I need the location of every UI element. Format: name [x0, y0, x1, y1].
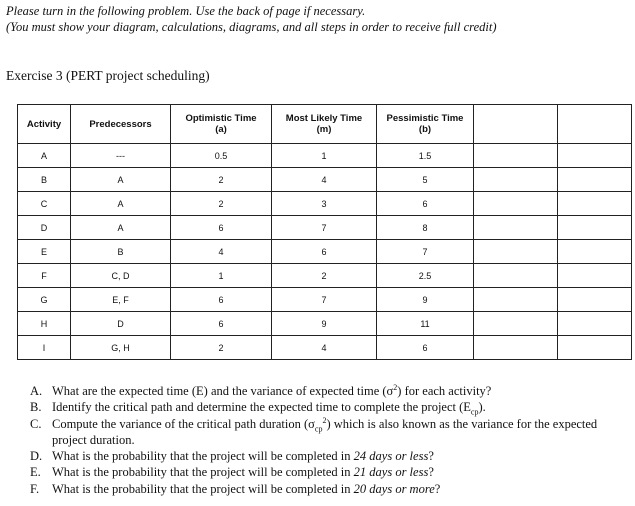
cell-pessimistic: 7 [377, 240, 474, 264]
cell-pessimistic: 6 [377, 336, 474, 360]
cell-most-likely: 1 [272, 144, 377, 168]
cell-optimistic: 2 [171, 336, 272, 360]
cell-blank [474, 144, 558, 168]
cell-activity: D [18, 216, 71, 240]
question-c: C. Compute the variance of the critical path duration $(\sigma_{cp}^2)$ which is also known as the variance for the expected project duration. [30, 415, 598, 447]
cell-most-likely: 4 [272, 168, 377, 192]
cell-blank [474, 288, 558, 312]
exercise-title: Exercise 3 (PERT project scheduling) [6, 68, 210, 83]
cell-most-likely: 7 [272, 288, 377, 312]
cell-predecessors: A [71, 192, 171, 216]
cell-predecessors: B [71, 240, 171, 264]
cell-blank [474, 336, 558, 360]
cell-blank [558, 168, 632, 192]
question-e: E. What is the probability that the project will be completed in 21 days or less? [30, 465, 434, 480]
header-activity: Activity [18, 105, 71, 144]
table-row [18, 312, 632, 336]
cell-blank [558, 312, 632, 336]
header-blank-2 [558, 105, 632, 144]
cell-most-likely: 3 [272, 192, 377, 216]
cell-optimistic: 2 [171, 168, 272, 192]
cell-predecessors: E, F [71, 288, 171, 312]
instruction-line-1: Please turn in the following problem. Use the back of page if necessary. [6, 4, 366, 18]
question-f: F. What is the probability that the project will be completed in 20 days or more? [30, 481, 441, 496]
cell-blank [558, 144, 632, 168]
cell-blank [558, 264, 632, 288]
cell-blank [474, 240, 558, 264]
cell-activity: I [18, 336, 71, 360]
cell-activity: H [18, 312, 71, 336]
question-b: B. Identify the critical path and determine the expected time to complete the project $(E_{cp})$. [30, 400, 486, 417]
cell-blank [558, 216, 632, 240]
table-row [18, 216, 632, 240]
cell-optimistic: 6 [171, 312, 272, 336]
cell-activity: E [18, 240, 71, 264]
cell-activity: B [18, 168, 71, 192]
cell-blank [558, 288, 632, 312]
table-row [18, 288, 632, 312]
cell-pessimistic: 11 [377, 312, 474, 336]
cell-pessimistic: 1.5 [377, 144, 474, 168]
question-d: D. What is the probability that the project will be completed in 24 days or less? [30, 449, 434, 464]
cell-predecessors: --- [71, 144, 171, 168]
cell-optimistic: 2 [171, 192, 272, 216]
table-row [18, 264, 632, 288]
question-a: A. What are the expected time (E) and the variance of expected time $(\sigma^2)$ for each activity? [30, 382, 492, 398]
header-pessimistic-time: Pessimistic Time (b) [377, 105, 474, 144]
cell-blank [558, 336, 632, 360]
pert-table [17, 104, 632, 360]
table-row [18, 336, 632, 360]
cell-pessimistic: 9 [377, 288, 474, 312]
cell-activity: F [18, 264, 71, 288]
table-row [18, 168, 632, 192]
instruction-line-2: (You must show your diagram, calculations, diagrams, and all steps in order to receive full credit) [6, 20, 497, 34]
cell-optimistic: 6 [171, 288, 272, 312]
cell-blank [558, 192, 632, 216]
cell-pessimistic: 5 [377, 168, 474, 192]
cell-blank [474, 312, 558, 336]
cell-predecessors: G, H [71, 336, 171, 360]
cell-predecessors: C, D [71, 264, 171, 288]
header-predecessors: Predecessors [71, 105, 171, 144]
cell-blank [474, 192, 558, 216]
cell-most-likely: 6 [272, 240, 377, 264]
cell-predecessors: D [71, 312, 171, 336]
cell-optimistic: 1 [171, 264, 272, 288]
cell-blank [558, 240, 632, 264]
header-optimistic-time: Optimistic Time (a) [171, 105, 272, 144]
table-body [18, 144, 632, 360]
cell-pessimistic: 2.5 [377, 264, 474, 288]
cell-most-likely: 2 [272, 264, 377, 288]
header-most-likely-time: Most Likely Time (m) [272, 105, 377, 144]
cell-most-likely: 4 [272, 336, 377, 360]
cell-blank [474, 264, 558, 288]
header-blank-1 [474, 105, 558, 144]
cell-activity: A [18, 144, 71, 168]
cell-activity: C [18, 192, 71, 216]
cell-optimistic: 4 [171, 240, 272, 264]
cell-activity: G [18, 288, 71, 312]
cell-pessimistic: 8 [377, 216, 474, 240]
cell-predecessors: A [71, 216, 171, 240]
table-row [18, 240, 632, 264]
cell-optimistic: 6 [171, 216, 272, 240]
cell-blank [474, 216, 558, 240]
cell-blank [474, 168, 558, 192]
cell-predecessors: A [71, 168, 171, 192]
cell-most-likely: 7 [272, 216, 377, 240]
cell-optimistic: 0.5 [171, 144, 272, 168]
cell-most-likely: 9 [272, 312, 377, 336]
question-list [30, 383, 630, 497]
cell-pessimistic: 6 [377, 192, 474, 216]
table-header-row [18, 105, 632, 144]
table-row [18, 144, 632, 168]
table-row [18, 192, 632, 216]
